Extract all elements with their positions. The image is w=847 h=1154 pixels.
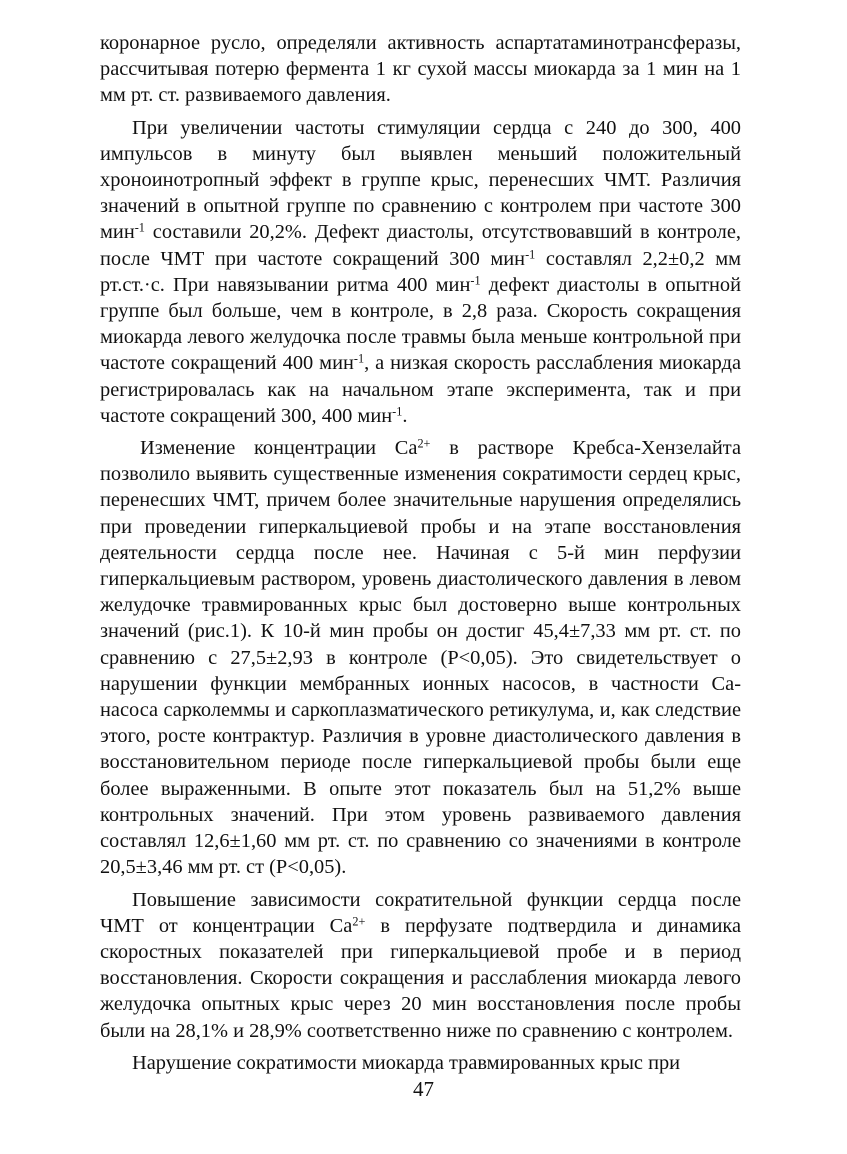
paragraph-3: [100, 435, 741, 880]
paragraph-4-text-a: Повышение зависимости сократительной функции сердца после ЧМТ от концентрации Ca: [100, 888, 741, 937]
paragraph-1: [100, 30, 741, 109]
paragraph-3-text-b: в растворе Кребса-Хензелайта позволило выявить существенные изменения сократимости сердец крыс, перенесших ЧМТ, причем более значительные нарушения определялись при проведении гиперкальциевой пробы и на этапе восстановления деятельности сердца после нее. Начиная с 5-й мин перфузии гиперкальциевым раствором, уровень диастолического давления в левом желудочке травмированных крыс был достоверно выше контрольных значений (рис.1). К 10-й мин пробы он достиг 45,4±7,33 мм рт. ст. по сравнению с 27,5±2,93 в контроле (P<0,05). Это свидетельствует о нарушении функции мембранных ионных насосов, в частности Ca-насоса сарколеммы и саркоплазматического ретикулума, и, как следствие этого, росте контрактур. Различия в уровне диастолического давления в восстановительном периоде после гиперкальциевой пробы были еще более выраженными. В опыте этот показатель был на 51,2% выше контрольных значений. При этом уровень развиваемого давления составлял 12,6±1,60 мм рт. ст. по сравнению со значениями в контроле 20,5±3,46 мм рт. ст (P<0,05).: [100, 437, 741, 879]
superscript-charge: 2+: [352, 913, 366, 928]
superscript-exponent: -1: [353, 351, 365, 366]
paragraph-4: [100, 887, 741, 1044]
paragraph-5-text: Нарушение сократимости миокарда травмированных крыс при: [132, 1051, 681, 1074]
superscript-charge: 2+: [417, 436, 431, 451]
document-page: [100, 30, 741, 1082]
paragraph-2-text-c: составлял 2,2±0,2 мм рт.ст.·с. При навязывании ритма 400 мин: [100, 247, 742, 296]
paragraph-4-text-b: в перфузате подтвердила и динамика скоростных показателей при гиперкальциевой пробе и в период восстановления. Скорости сокращения и расслабления миокарда левого желудочка опытных крыс через 20 мин восстановления после пробы были на 28,1% и 28,9% соответственно ниже по сравнению с контролем.: [100, 914, 742, 1042]
paragraph-1-text: коронарное русло, определяли активность аспартатаминотрансферазы, рассчитывая потерю фермента 1 кг сухой массы миокарда за 1 мин на 1 мм рт. ст. развиваемого давления.: [100, 32, 741, 107]
paragraph-2: [100, 115, 741, 429]
paragraph-2-text-b: составили 20,2%. Дефект диастолы, отсутствовавший в контроле, после ЧМТ при частоте сокращений 300 мин: [100, 221, 741, 270]
superscript-exponent: -1: [525, 246, 536, 261]
paragraph-2-text-a: При увеличении частоты стимуляции сердца с 240 до 300, 400 импульсов в минуту был выявлен меньший положительный хроноинотропный эффект в группе крыс, перенесших ЧМТ. Различия значений в опытной группе по сравнению с контролем при частоте 300 мин: [100, 116, 741, 244]
paragraph-3-text-a: Изменение концентрации Ca: [140, 437, 418, 460]
superscript-exponent: -1: [392, 404, 403, 419]
paragraph-2-text-f: .: [402, 404, 408, 427]
page-number: 47: [413, 1077, 434, 1101]
superscript-exponent: -1: [134, 220, 145, 235]
paragraph-5: [100, 1050, 741, 1076]
paragraph-2-text-e: , а низкая скорость расслабления миокарда регистрировалась как на начальном этапе эксперимента, так и при частоте сокращений 300, 400 мин: [100, 352, 741, 427]
superscript-exponent: -1: [470, 273, 481, 288]
paragraph-2-text-d: дефект диастолы в опытной группе был больше, чем в контроле, в 2,8 раза. Скорость сокращения миокарда левого желудочка после травмы была меньше контрольной при частоте сокращений 400 мин: [100, 273, 741, 375]
